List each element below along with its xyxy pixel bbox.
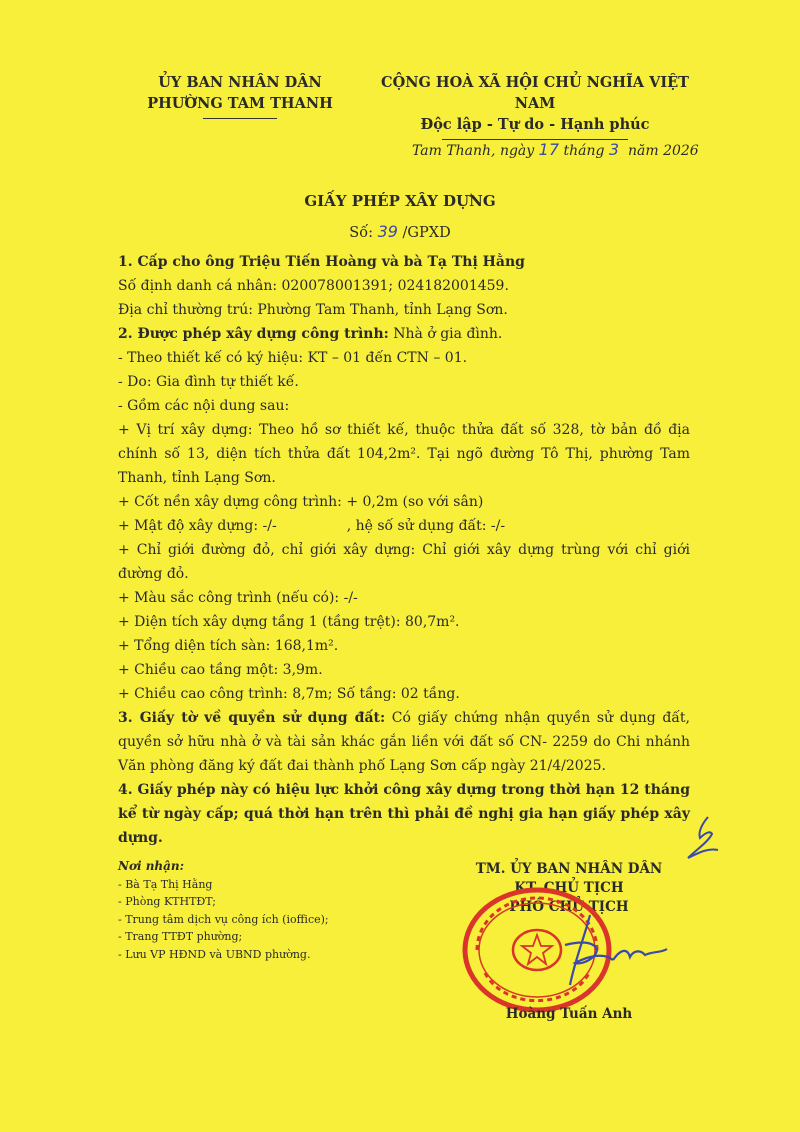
document-body [118,250,690,850]
section-2-heading-bold: 2. Được phép xây dựng công trình: [118,326,389,342]
document-title: GIẤY PHÉP XÂY DỰNG [304,192,496,210]
nation-name: CỘNG HOÀ XÃ HỘI CHỦ NGHĨA VIỆT NAM [381,74,689,112]
dateline-year: năm 2026 [627,143,699,159]
section-2-heading [118,322,690,346]
number-value: 39 [377,222,398,241]
sign-on-behalf: KT. CHỦ TỊCH [514,880,624,896]
sign-position: PHÓ CHỦ TỊCH [509,899,629,915]
dateline-month-word: tháng [563,143,605,159]
national-header [362,72,708,140]
total-floor-area-line: + Tổng diện tích sàn: 168,1m². [118,638,339,654]
sign-authority: TM. ỦY BAN NHÂN DÂN [475,861,663,877]
section-1-heading: 1. Cấp cho ông Triệu Tiến Hoàng và bà Tạ Thị Hằng [118,254,525,270]
building-height-line: + Chiều cao công trình: 8,7m; Số tầng: 02 tầng. [118,686,460,702]
handwritten-signature-icon [535,905,675,995]
national-motto: Độc lập - Tự do - Hạnh phúc [420,116,650,133]
color-line: + Màu sắc công trình (nếu có): -/- [118,590,358,606]
location-paragraph: + Vị trí xây dựng: Theo hồ sơ thiết kế, thuộc thửa đất số 328, tờ bản đồ địa chính số 13, diện tích thửa đất 104,2m². Tại ngõ đường Tô Thị, phường Tam Thanh, tỉnh Lạng Sơn. [118,422,690,486]
recipients-heading: Nơi nhận: [118,859,185,873]
recipient-item: - Bà Tạ Thị Hằng [118,877,213,891]
section-2-heading-rest: Nhà ở gia đình. [388,326,503,342]
land-use-coefficient: , hệ số sử dụng đất: -/- [346,518,506,534]
dateline-day: 17 [538,140,560,159]
section-4-paragraph: 4. Giấy phép này có hiệu lực khởi công xây dựng trong thời hạn 12 tháng kể từ ngày cấp; quá thời hạn trên thì phải đề nghị gia hạn giấy phép xây dựng. [118,782,690,846]
number-suffix: /GPXD [402,225,451,241]
contents-line: - Gồm các nội dung sau: [118,398,290,414]
address-line: Địa chỉ thường trú: Phường Tam Thanh, tỉnh Lạng Sơn. [118,302,508,318]
recipient-item: - Trung tâm dịch vụ công ích (ioffice); [118,912,329,926]
section-3-paragraph [118,706,690,778]
first-floor-height-line: + Chiều cao tầng một: 3,9m. [118,662,323,678]
dateline [412,140,699,159]
personal-id-line: Số định danh cá nhân: 020078001391; 024182001459. [118,278,509,294]
floor-level-line: + Cốt nền xây dựng công trình: + 0,2m (so với sân) [118,494,484,510]
number-prefix: Số: [349,225,373,241]
density-line [118,514,690,538]
recipients-list [118,858,329,963]
designer-line: - Do: Gia đình tự thiết kế. [118,374,299,390]
boundary-paragraph: + Chỉ giới đường đỏ, chỉ giới xây dựng: Chỉ giới xây dựng trùng với chỉ giới đường đỏ. [118,542,690,582]
agency-name: ỦY BAN NHÂN DÂN [158,74,322,91]
issuing-agency [120,72,360,119]
recipient-item: - Lưu VP HĐND và UBND phường. [118,947,311,961]
recipient-item: - Phòng KTHTĐT; [118,895,216,908]
section-3-text: Có giấy chứng nhận quyền sử dụng đất, quyền sở hữu nhà ở và tài sản khác gắn liền với đất số CN- 2259 do Chi nhánh Văn phòng đăng ký đất đai thành phố Lạng Sơn cấp ngày 21/4/2025. [118,710,690,774]
initial-mark-icon [678,812,728,867]
ground-floor-area-line: + Diện tích xây dựng tầng 1 (tầng trệt): 80,7m². [118,614,460,630]
dateline-place: Tam Thanh, ngày [412,143,535,159]
recipient-item: - Trang TTĐT phường; [118,930,243,943]
signer-name: Hoàng Tuấn Anh [505,1006,633,1022]
section-3-heading: 3. Giấy tờ về quyền sử dụng đất: [118,710,386,726]
design-code-line: - Theo thiết kế có ký hiệu: KT – 01 đến CTN – 01. [118,350,468,366]
density-value: + Mật độ xây dựng: -/- [118,518,277,534]
dateline-month: 3 [608,140,620,159]
document-number [0,222,800,241]
agency-underline [203,118,277,119]
agency-ward: PHƯỜNG TAM THANH [147,95,333,112]
